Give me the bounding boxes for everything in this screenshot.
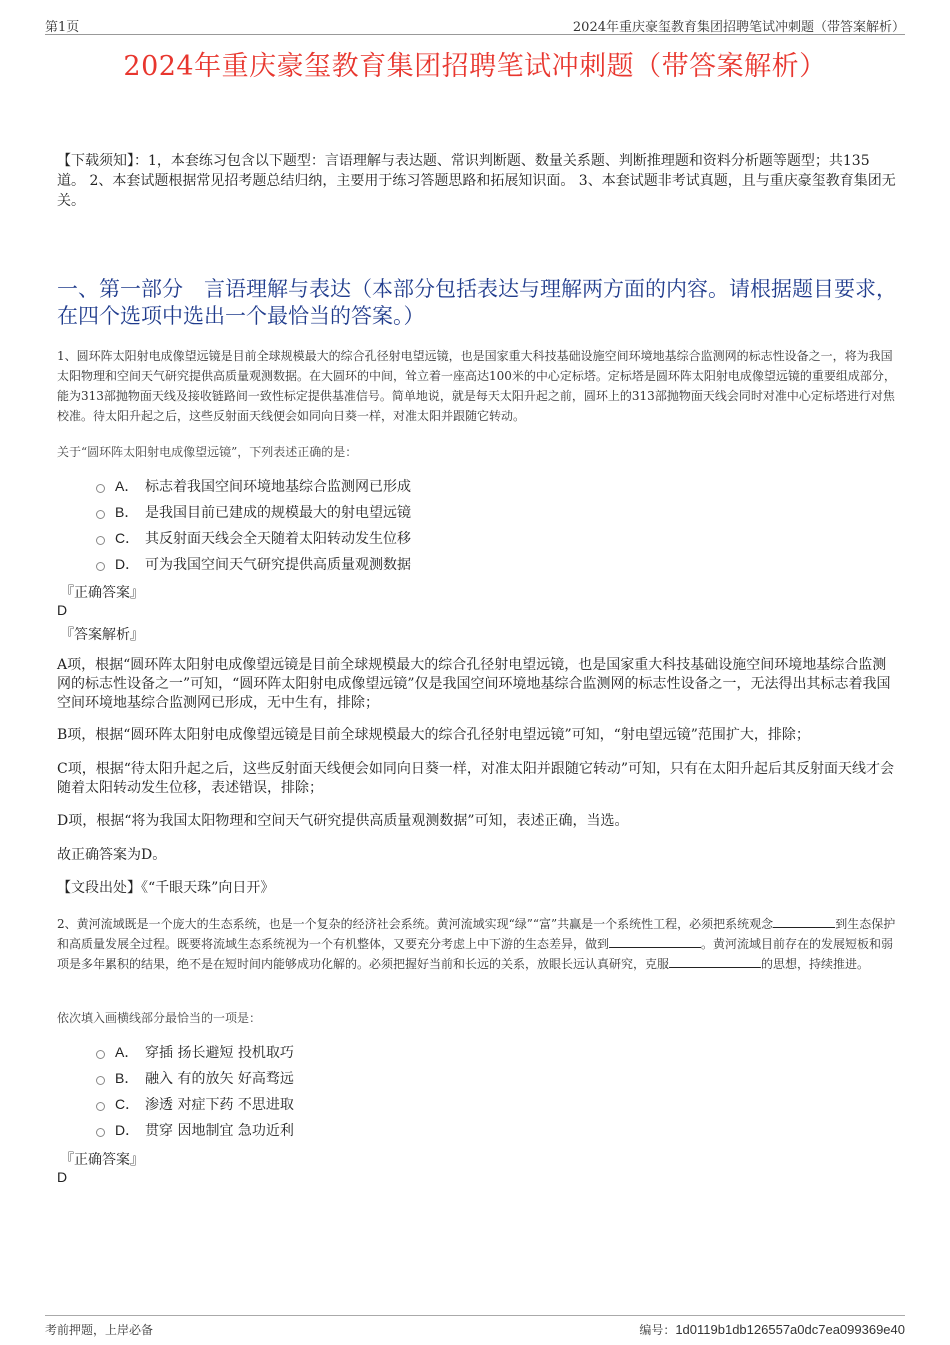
answer-value: D (57, 602, 68, 618)
footer-slogan: 考前押题，上岸必备 (45, 1323, 154, 1337)
footer-code: 编号：1d0119b1db126557a0dc7ea099369e40 (639, 1322, 905, 1337)
radio-icon[interactable] (96, 536, 105, 545)
answer-label: 『正确答案』 (60, 1152, 144, 1168)
question-1-text: 1、圆环阵太阳射电成像望远镜是目前全球规模最大的综合孔径射电望远镜，也是国家重大科技基础设施空间环境地基综合监测网的标志性设备之一，将为我国太阳物理和空间天气研究提供高质量观测数据。在大圆环的中间，耸立着一座高达100米的中心定标塔。定标塔是圆环阵太阳射电成像望远镜的重要组成部分，能为313部抛物面天线及接收链路间一致性标定提供基准信号。简单地说，就是每天太阳升起之前，圆环上的313部抛物面天线会同时对准中心定标塔进行对焦校准。待太阳升起之后，这些反射面天线便会如同向日葵一样，对准太阳并跟随它转动。 (57, 349, 896, 423)
option-d[interactable]: D． 可为我国空间天气研究提供高质量观测数据 (96, 551, 411, 577)
option-b[interactable]: B． 融入 有的放矢 好高骛远 (96, 1065, 294, 1091)
document-title: 2024年重庆豪玺教育集团招聘笔试冲刺题（带答案解析） (123, 51, 827, 82)
analysis-c: C项，根据“待太阳升起之后，这些反射面天线便会如同向日葵一样，对准太阳并跟随它转动”可知，只有在太阳升起后其反射面天线才会随着太阳转动发生位移，表述错误，排除； (57, 761, 895, 796)
analysis-a: A项，根据“圆环阵太阳射电成像望远镜是目前全球规模最大的综合孔径射电望远镜，也是国家重大科技基础设施空间环境地基综合监测网的标志性设备之一”可知，“圆环阵太阳射电成像望远镜”仅是我国空间环境地基综合监测网的标志性设备之一，无法得出其标志着我国空间环境地基综合监测网已形成，无中生有，排除； (57, 657, 891, 711)
option-a[interactable]: A． 穿插 扬长避短 投机取巧 (96, 1039, 294, 1065)
fill-blank-1 (773, 915, 835, 928)
page-number: 第1页 (45, 20, 80, 35)
header-doc-title: 2024年重庆豪玺教育集团招聘笔试冲刺题（带答案解析） (572, 20, 905, 35)
section-heading: 一、第一部分 言语理解与表达（本部分包括表达与理解两方面的内容。请根据题目要求，在四个选项中选出一个最恰当的答案。） (57, 277, 897, 328)
option-b[interactable]: B． 是我国目前已建成的规模最大的射电望远镜 (96, 499, 411, 525)
fill-blank-2 (609, 935, 701, 948)
question-1-prompt: 关于“圆环阵太阳射电成像望远镜”，下列表述正确的是： (57, 445, 358, 459)
source-note: 【文段出处】《“千眼天珠”向日开》 (57, 880, 275, 896)
answer-value: D (57, 1169, 68, 1185)
question-2-text: 2、黄河流域既是一个庞大的生态系统，也是一个复杂的经济社会系统。黄河流域实现“绿”“富”共赢是一个系统性工程，必须把系统观念 到生态保护和高质量发展全过程。既要将流域生态系统视为一个有机整体，又要充分考虑上中下游的生态差异，做到 。黄河流域目前存在的发展短板和弱项是多年累积的结果，绝不是在短时间内能够成功化解的。必须把握好当前和长远的关系，放眼长远认真研究，克服 的思想，持续推进。 (57, 917, 896, 971)
option-c[interactable]: C． 渗透 对症下药 不思进取 (96, 1091, 294, 1117)
answer-label: 『正确答案』 (60, 585, 144, 601)
radio-icon[interactable] (96, 1076, 105, 1085)
radio-icon[interactable] (96, 1128, 105, 1137)
analysis-d: D项，根据“将为我国太阳物理和空间天气研究提供高质量观测数据”可知，表述正确，当选。 (57, 813, 629, 829)
option-d[interactable]: D． 贯穿 因地制宜 急功近利 (96, 1117, 294, 1143)
option-a[interactable]: A． 标志着我国空间环境地基综合监测网已形成 (96, 473, 411, 499)
question-2-options (96, 1039, 294, 1143)
question-1-options (96, 473, 411, 577)
analysis-conclusion: 故正确答案为D。 (57, 847, 167, 863)
analysis-label: 『答案解析』 (60, 627, 144, 643)
page-footer (45, 1315, 905, 1340)
radio-icon[interactable] (96, 1050, 105, 1059)
radio-icon[interactable] (96, 1102, 105, 1111)
radio-icon[interactable] (96, 562, 105, 571)
question-2-prompt: 依次填入画横线部分最恰当的一项是： (57, 1011, 262, 1025)
radio-icon[interactable] (96, 510, 105, 519)
analysis-b: B项，根据“圆环阵太阳射电成像望远镜是目前全球规模最大的综合孔径射电望远镜”可知，“射电望远镜”范围扩大，排除； (57, 727, 810, 743)
radio-icon[interactable] (96, 484, 105, 493)
page-header (45, 14, 905, 35)
download-notice: 【下载须知】：1，本套练习包含以下题型：言语理解与表达题、常识判断题、数量关系题、判断推理题和资料分析题等题型；共135道。 2、本套试题根据常见招考题总结归纳，主要用于练习答题思路和拓展知识面。 3、本套试题非考试真题，且与重庆豪玺教育集团无关。 (57, 153, 896, 209)
option-c[interactable]: C． 其反射面天线会全天随着太阳转动发生位移 (96, 525, 411, 551)
fill-blank-3 (669, 955, 761, 968)
